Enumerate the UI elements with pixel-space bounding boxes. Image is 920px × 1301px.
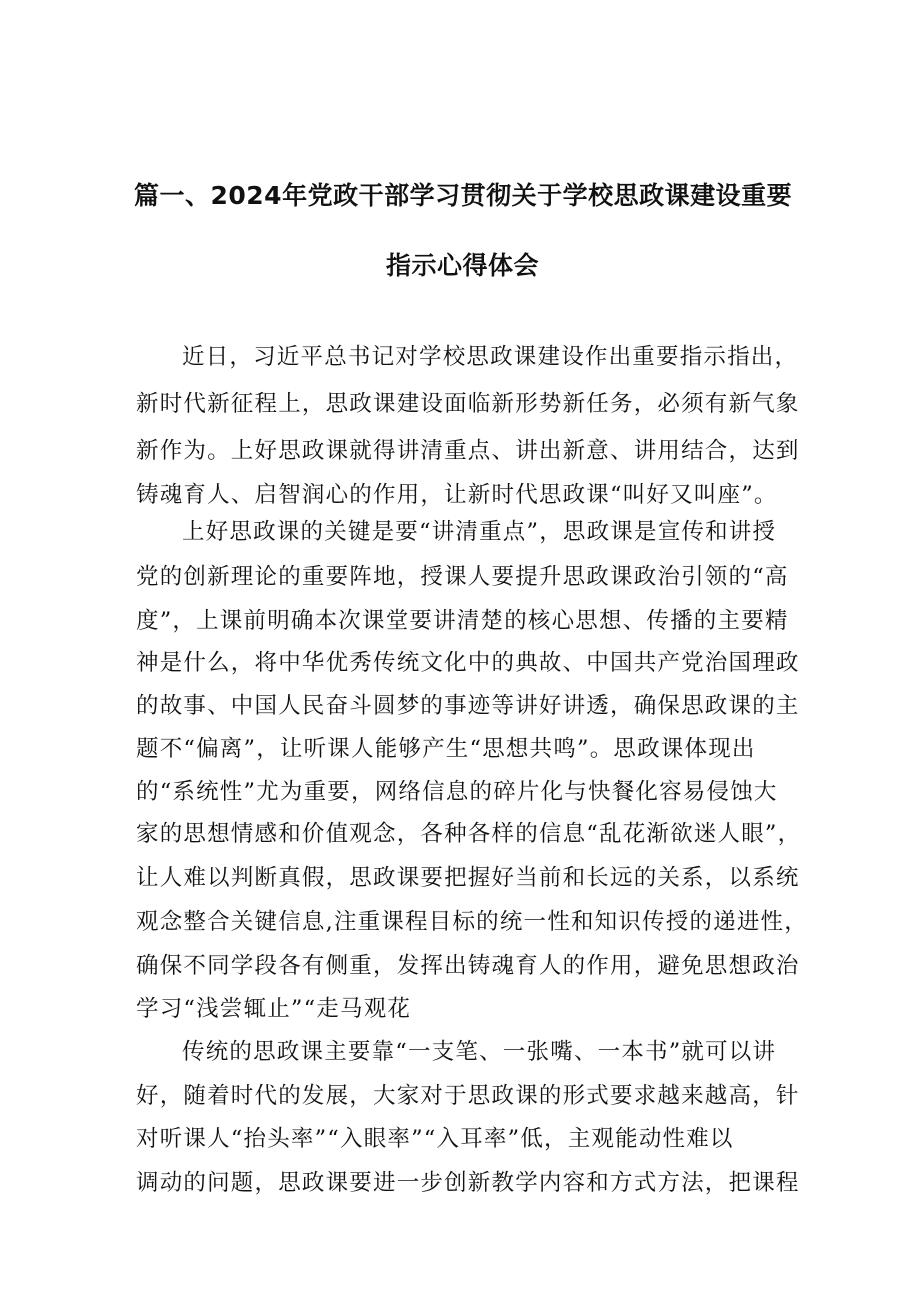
paragraph-line: 近日，习近平总书记对学校思政课建设作出重要指示指出， bbox=[182, 344, 799, 370]
paragraph-line: 的“系统性”尤为重要，网络信息的碎片化与快餐化容易侵蚀大 bbox=[136, 779, 778, 805]
paragraph-line: 观念整合关键信息,注重课程目标的统一性和知识传授的递进性， bbox=[136, 909, 808, 935]
paragraph-line: 党的创新理论的重要阵地，授课人要提升思政课政治引领的“高 bbox=[136, 564, 789, 590]
paragraph-line: 对听课人“抬头率”“入眼率”“入耳率”低，主观能动性难以 bbox=[136, 1126, 734, 1152]
paragraph-line: 传统的思政课主要靠“一支笔、一张嘴、一本书”就可以讲 bbox=[182, 1039, 777, 1065]
paragraph-line: 神是什么，将中华优秀传统文化中的典故、中国共产党治国理政 bbox=[136, 650, 800, 676]
paragraph-line: 度”，上课前明确本次课堂要讲清楚的核心思想、传播的主要精 bbox=[136, 608, 789, 634]
paragraph-line: 家的思想情感和价值观念，各种各样的信息“乱花渐欲迷人眼”， bbox=[136, 821, 802, 847]
paragraph-line: 上好思政课的关键是要“讲清重点”，思政课是宣传和讲授 bbox=[182, 519, 777, 545]
paragraph-line: 调动的问题，思政课要进一步创新教学内容和方式方法，把课程 bbox=[136, 1170, 800, 1196]
document-title-line-1: 篇一、2024年党政干部学习贯彻关于学校思政课建设重要 bbox=[134, 181, 793, 210]
paragraph-line: 确保不同学段各有侧重，发挥出铸魂育人的作用，避免思想政治 bbox=[136, 953, 800, 979]
paragraph-line: 题不“偏离”，让听课人能够产生“思想共鸣”。思政课体现出 bbox=[136, 736, 756, 762]
paragraph-line: 新作为。上好思政课就得讲清重点、讲出新意、讲用结合，达到 bbox=[136, 438, 800, 464]
paragraph-line: 新时代新征程上，思政课建设面临新形势新任务，必须有新气象 bbox=[136, 391, 800, 417]
paragraph-line: 铸魂育人、启智润心的作用，让新时代思政课“叫好又叫座”。 bbox=[136, 482, 778, 508]
document-title-line-2: 指示心得体会 bbox=[386, 251, 540, 280]
paragraph-line: 好，随着时代的发展，大家对于思政课的形式要求越来越高，针 bbox=[136, 1083, 800, 1109]
paragraph-line: 的故事、中国人民奋斗圆梦的事迹等讲好讲透，确保思政课的主 bbox=[136, 693, 800, 719]
paragraph-line: 学习“浅尝辄止”“走马观花 bbox=[136, 996, 412, 1022]
paragraph-line: 让人难以判断真假，思政课要把握好当前和长远的关系，以系统 bbox=[136, 865, 800, 891]
